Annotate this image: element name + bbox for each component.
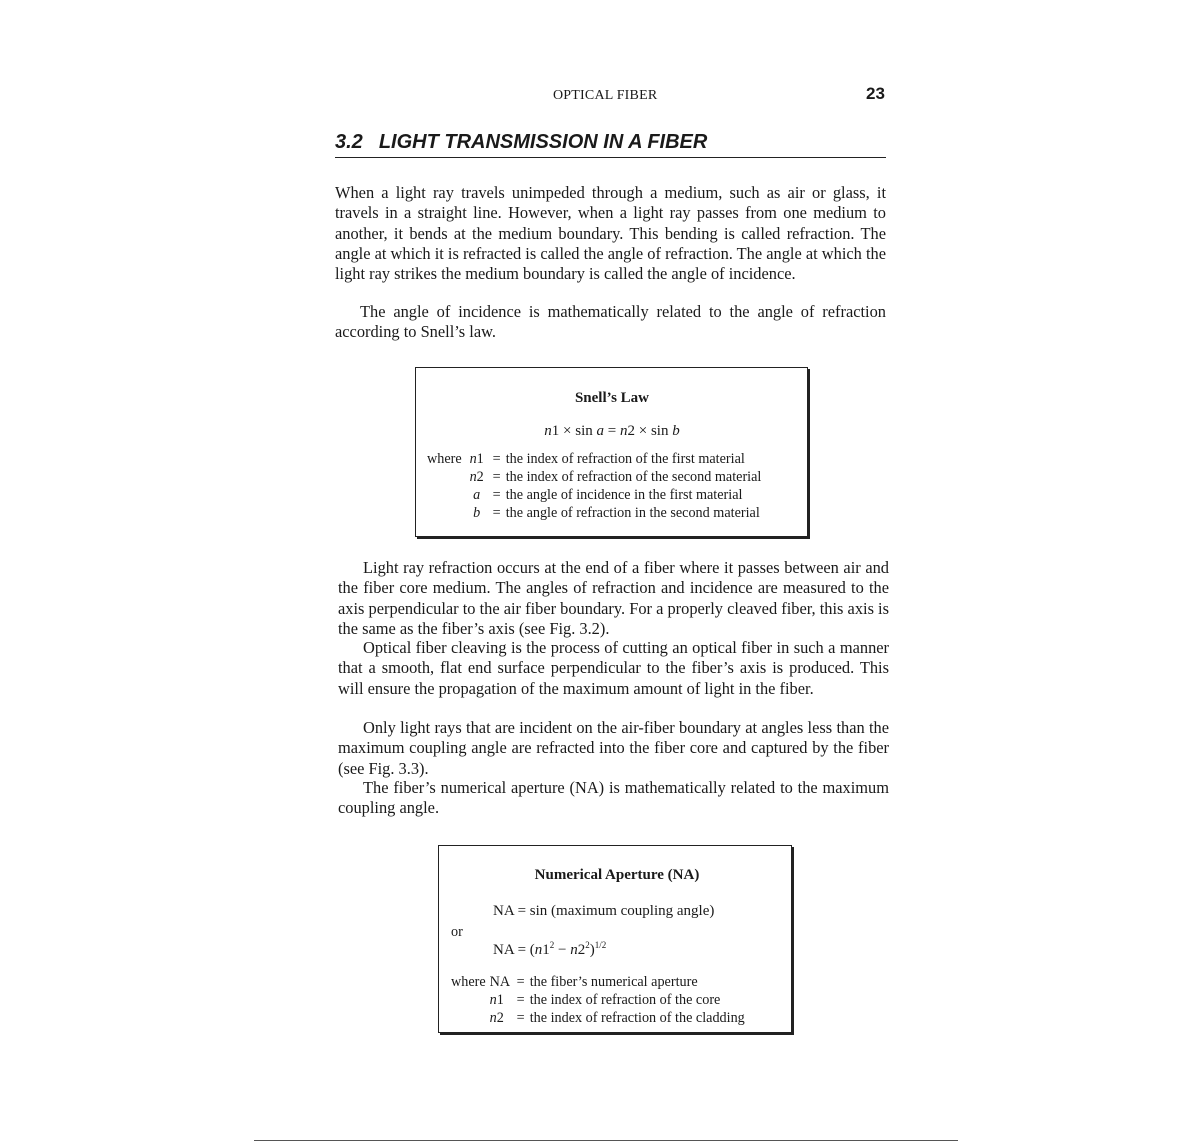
- definition-row: [427, 450, 761, 468]
- formula-square: 2: [585, 940, 590, 950]
- snells-law-box: [415, 367, 808, 537]
- na-formula-indices: [451, 941, 783, 959]
- definition-equals: =: [492, 469, 501, 485]
- definition-var: n: [469, 451, 477, 467]
- formula-n-var: n: [534, 942, 543, 958]
- definition-var: NA: [489, 974, 511, 990]
- snells-law-title: Snell’s Law: [574, 390, 650, 406]
- na-formula-sin: NA = sin (maximum coupling angle): [493, 903, 715, 919]
- definition-equals: =: [516, 974, 525, 990]
- page-bottom-rule: [254, 1140, 958, 1141]
- paragraph-coupling-angle: Only light rays that are incident on the air-fiber boundary at angles less than the maximum coupling angle are refracted into the fiber core and captured by the fiber (see Fig. 3.3).: [338, 718, 889, 778]
- formula-n-index: 1: [551, 423, 560, 439]
- formula-close-paren: ): [589, 942, 595, 958]
- definition-text: the index of refraction of the core: [529, 992, 721, 1008]
- formula-minus: −: [554, 942, 571, 958]
- snells-law-definitions: [427, 450, 761, 522]
- formula-n-var: n: [544, 423, 552, 439]
- definition-sub: 2: [496, 1010, 504, 1026]
- definition-var: n: [469, 469, 477, 485]
- section-heading: [335, 131, 886, 158]
- na-formula-lhs: NA = (: [493, 942, 535, 958]
- definition-prefix: where: [451, 974, 486, 990]
- definition-equals: =: [492, 487, 501, 503]
- running-head: OPTICAL FIBER: [553, 88, 658, 103]
- definition-equals: =: [516, 1010, 525, 1026]
- definition-text: the angle of refraction in the second material: [505, 505, 760, 521]
- numerical-aperture-title: Numerical Aperture (NA): [534, 867, 700, 883]
- definition-var: a: [473, 487, 481, 503]
- definition-var: n: [489, 1010, 497, 1026]
- formula-sin: sin: [575, 423, 593, 439]
- formula-sin: sin: [650, 423, 669, 439]
- formula-power: 1/2: [594, 940, 607, 950]
- definition-sub: 1: [496, 992, 504, 1008]
- formula-n-index: 1: [542, 942, 550, 958]
- definition-row: [451, 973, 745, 991]
- formula-n-index: 2: [627, 423, 635, 439]
- formula-square: 2: [549, 940, 555, 950]
- definition-row: [427, 468, 761, 486]
- definition-var: b: [473, 505, 481, 521]
- formula-n-var: n: [619, 423, 628, 439]
- page-number: 23: [866, 84, 885, 103]
- definition-text: the fiber’s numerical aperture: [529, 974, 698, 990]
- definition-text: the index of refraction of the cladding: [529, 1010, 745, 1026]
- section-title: LIGHT TRANSMISSION IN A FIBER: [378, 131, 708, 153]
- formula-times: ×: [563, 423, 572, 439]
- definition-var: n: [489, 992, 497, 1008]
- snells-law-formula: [427, 422, 797, 440]
- formula-b-var: b: [672, 423, 680, 439]
- paragraph-fiber-cleaving: Optical fiber cleaving is the process of cutting an optical fiber in such a manner that a smooth, flat end surface perpendicular to the fiber’s axis is produced. This will ensure the propagation of the maximum amount of light in the fiber.: [338, 638, 889, 698]
- formula-a-var: a: [596, 423, 605, 439]
- numerical-aperture-box: [438, 845, 792, 1033]
- definition-sub: 1: [476, 451, 484, 467]
- definition-text: the angle of incidence in the first material: [505, 487, 743, 503]
- paragraph-numerical-aperture: The fiber’s numerical aperture (NA) is mathematically related to the maximum coupling angle.: [338, 778, 889, 818]
- paragraph-refraction-intro: When a light ray travels unimpeded through a medium, such as air or glass, it travels in a straight line. However, when a light ray passes from one medium to another, it bends at the medium boundary. This bending is called refraction. The angle at which it is refracted is called the angle of refraction. The angle at which the light ray strikes the medium boundary is called the angle of incidence.: [335, 183, 886, 284]
- section-number: 3.2: [335, 131, 363, 153]
- formula-times: ×: [638, 423, 648, 439]
- paragraph-snells-law-intro: The angle of incidence is mathematically related to the angle of refraction according to Snell’s law.: [335, 302, 886, 342]
- or-label: or: [451, 924, 463, 940]
- definition-row: [451, 1009, 745, 1027]
- formula-n-index: 2: [577, 942, 586, 958]
- definition-row: [451, 991, 745, 1009]
- definition-equals: =: [516, 992, 525, 1008]
- definition-row: [427, 486, 761, 504]
- definition-equals: =: [492, 451, 501, 467]
- definition-prefix: where: [427, 451, 462, 467]
- definition-equals: =: [492, 505, 501, 521]
- definition-text: the index of refraction of the first material: [505, 451, 745, 467]
- definition-sub: 2: [476, 469, 484, 485]
- formula-n-var: n: [570, 942, 578, 958]
- definition-text: the index of refraction of the second material: [505, 469, 762, 485]
- na-definitions: [451, 973, 745, 1027]
- definition-row: [427, 504, 761, 522]
- formula-equals: =: [607, 423, 617, 439]
- paragraph-fiber-refraction: Light ray refraction occurs at the end of a fiber where it passes between air and the fiber core medium. The angles of refraction and incidence are measured to the axis perpendicular to the air fiber boundary. For a properly cleaved fiber, this axis is the same as the fiber’s axis (see Fig. 3.2).: [338, 558, 889, 638]
